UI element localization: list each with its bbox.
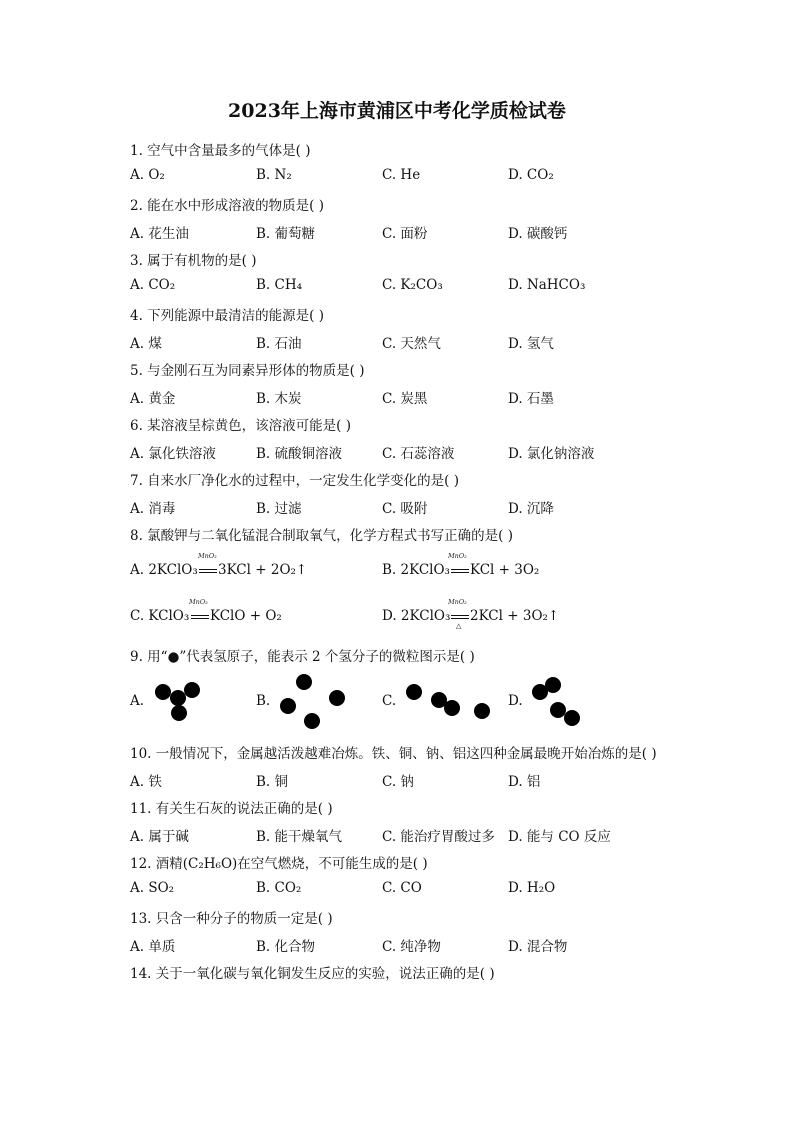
option-b: B. 能干燥氧气 [256, 829, 343, 845]
option-d: D. NaHCO₃ [508, 277, 586, 293]
question-stem: 8. 氯酸钾与二氧化锰混合制取氧气，化学方程式书写正确的是( ) [130, 528, 513, 544]
option-a: A. 花生油 [130, 226, 189, 242]
question-stem: 7. 自来水厂净化水的过程中，一定发生化学变化的是( ) [130, 473, 459, 489]
option-a: A. 属于碱 [130, 829, 189, 845]
question-stem: 4. 下列能源中最清洁的能源是( ) [130, 308, 324, 324]
equation-sign [451, 569, 469, 570]
equation-sign [191, 615, 209, 616]
option-d: D. 混合物 [508, 939, 568, 955]
question-stem: 5. 与金刚石互为同素异形体的物质是( ) [130, 363, 365, 379]
hydrogen-atom [184, 682, 200, 698]
equation-sign [191, 618, 209, 619]
option-a-reactant: A. 2KClO₃ [130, 562, 198, 578]
particle-diagrams [0, 668, 794, 738]
question-stem: 11. 有关生石灰的说法正确的是( ) [130, 801, 333, 817]
question-stem: 6. 某溶液呈棕黄色，该溶液可能是( ) [130, 418, 351, 434]
hydrogen-atom [564, 710, 580, 726]
option-b: B. 过滤 [256, 501, 302, 517]
hydrogen-atom [296, 674, 312, 690]
option-c-reactant: C. KClO₃ [130, 608, 190, 624]
hydrogen-atom [550, 702, 566, 718]
option-b: B. 木炭 [256, 391, 302, 407]
option-c: C. He [382, 167, 421, 183]
option-d-reactant: D. 2KClO₃ [382, 608, 451, 624]
hydrogen-atom [170, 690, 186, 706]
option-c-product: KClO + O₂ [210, 608, 282, 624]
equation-sign [199, 569, 217, 570]
option-c: C. 纯净物 [382, 939, 441, 955]
hydrogen-atom [545, 677, 561, 693]
hydrogen-atom [304, 713, 320, 729]
option-a: A. O₂ [130, 167, 165, 183]
option-d: D. 能与 CO 反应 [508, 829, 611, 845]
option-b: B. 化合物 [256, 939, 316, 955]
catalyst-label: MnO₂ [448, 598, 467, 606]
option-c: C. 天然气 [382, 336, 441, 352]
hydrogen-atom [444, 700, 460, 716]
option-c: C. K₂CO₃ [382, 277, 443, 293]
diagram-d [532, 677, 580, 726]
option-a: A. 铁 [130, 774, 162, 790]
option-a: A. 氯化铁溶液 [130, 446, 216, 462]
question-stem: 9. 用“●”代表氢原子，能表示 2 个氢分子的微粒图示是( ) [130, 649, 475, 665]
option-c: C. 石蕊溶液 [382, 446, 455, 462]
hydrogen-atom [406, 684, 422, 700]
option-b: B. N₂ [256, 167, 292, 183]
hydrogen-atom [329, 690, 345, 706]
heat-symbol: △ [456, 622, 462, 630]
option-a: A. CO₂ [130, 277, 176, 293]
option-c: C. 炭黑 [382, 391, 428, 407]
catalyst-label: MnO₂ [448, 552, 467, 560]
option-d: D. 沉降 [508, 501, 554, 517]
hydrogen-atom [280, 698, 296, 714]
option-d-product: 2KCl + 3O₂↑ [470, 608, 560, 624]
option-c: C. 吸附 [382, 501, 428, 517]
question-stem: 1. 空气中含量最多的气体是( ) [130, 143, 311, 159]
question-stem: 10. 一般情况下，金属越活泼越难冶炼。铁、铜、钠、铝这四种金属最晚开始冶炼的是( ) [130, 746, 657, 762]
option-b-reactant: B. 2KClO₃ [382, 562, 450, 578]
option-c: C. 能治疗胃酸过多 [382, 829, 495, 845]
question-stem: 2. 能在水中形成溶液的物质是( ) [130, 198, 324, 214]
hydrogen-atom [474, 703, 490, 719]
equation-sign [451, 618, 469, 619]
option-c: C. [382, 693, 397, 709]
diagram-c [406, 684, 490, 719]
option-d: D. CO₂ [508, 167, 554, 183]
option-c: C. 钠 [382, 774, 414, 790]
option-b: B. 石油 [256, 336, 302, 352]
option-b-product: KCl + 3O₂ [470, 562, 540, 578]
option-b: B. 硫酸铜溶液 [256, 446, 343, 462]
option-d: D. 碳酸钙 [508, 226, 568, 242]
option-b: B. 葡萄糖 [256, 226, 316, 242]
option-b: B. 铜 [256, 774, 289, 790]
question-stem: 12. 酒精(C₂H₆O)在空气燃烧，不可能生成的是( ) [130, 856, 428, 872]
option-d: D. 氯化钠溶液 [508, 446, 595, 462]
equation-sign [451, 615, 469, 616]
option-b: B. CH₄ [256, 277, 303, 293]
catalyst-label: MnO₂ [198, 552, 217, 560]
option-a: A. 煤 [130, 336, 162, 352]
option-a: A. SO₂ [130, 880, 175, 896]
equation-sign [199, 572, 217, 573]
question-stem: 14. 关于一氧化碳与氧化铜发生反应的实验，说法正确的是( ) [130, 966, 495, 982]
option-a: A. 消毒 [130, 501, 176, 517]
question-stem: 13. 只含一种分子的物质一定是( ) [130, 911, 333, 927]
exam-title: 2023年上海市黄浦区中考化学质检试卷 [228, 100, 566, 122]
option-a: A. [130, 693, 145, 709]
option-b: B. CO₂ [256, 880, 302, 896]
option-a: A. 单质 [130, 939, 176, 955]
option-c: C. 面粉 [382, 226, 428, 242]
option-d: D. 石墨 [508, 391, 554, 407]
diagram-b [280, 674, 345, 729]
question-stem: 3. 属于有机物的是( ) [130, 253, 257, 269]
option-a-product: 3KCl + 2O₂↑ [218, 562, 308, 578]
hydrogen-atom [155, 684, 171, 700]
hydrogen-atom [171, 705, 187, 721]
option-d: D. 铝 [508, 774, 541, 790]
equation-sign [451, 572, 469, 573]
option-d: D. H₂O [508, 880, 556, 896]
catalyst-label: MnO₂ [189, 598, 208, 606]
option-d: D. 氢气 [508, 336, 554, 352]
option-b: B. [256, 693, 271, 709]
option-a: A. 黄金 [130, 391, 176, 407]
option-d: D. [508, 693, 523, 709]
diagram-a [155, 682, 200, 721]
option-c: C. CO [382, 880, 422, 896]
